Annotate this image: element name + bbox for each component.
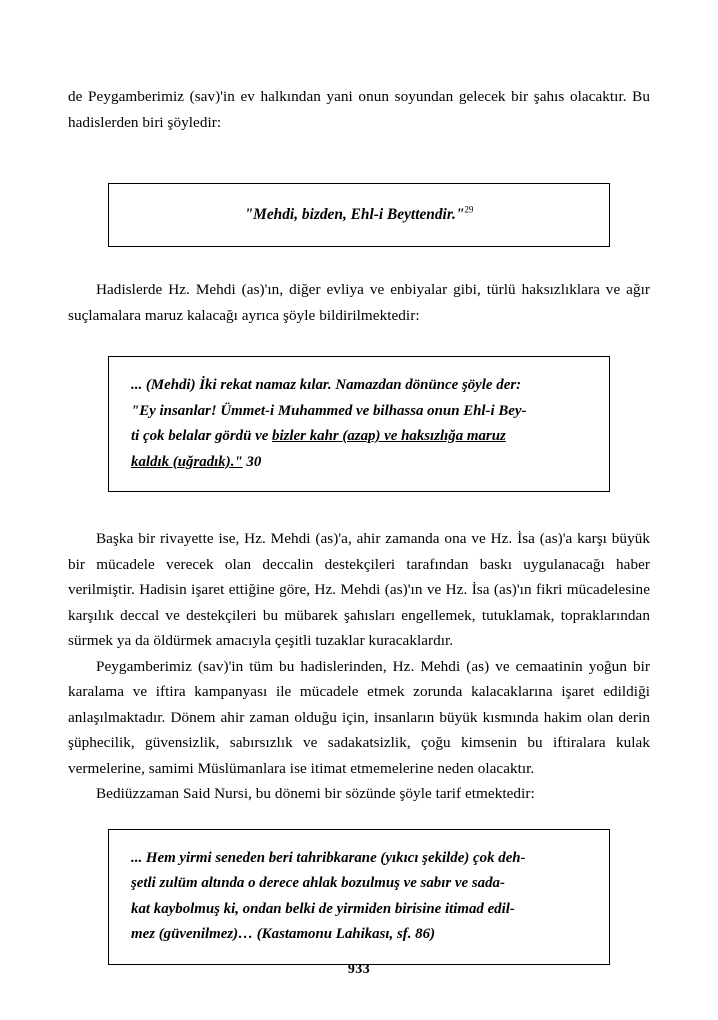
quote-box-nursi	[108, 829, 610, 965]
quote-box-hadith-1	[108, 183, 610, 247]
quote-3-line-2: şetli zulüm altında o derece ahlak bozulmuş ve sabır ve sada-	[131, 875, 505, 891]
quote-1-text: "Mehdi, bizden, Ehl-i Beyttendir."	[244, 206, 465, 223]
paragraph-2: Hadislerde Hz. Mehdi (as)'ın, diğer evliya ve enbiyalar gibi, türlü haksızlıklara ve ağır suçlamalara maruz kalacağı ayrıca şöyle bildirilmektedir:	[68, 281, 650, 324]
quote-1-footnote: 29	[464, 204, 474, 215]
spacer	[68, 492, 650, 526]
spacer	[68, 807, 650, 829]
quote-3-line-1: ... Hem yirmi seneden beri tahribkarane (yıkıcı şekilde) çok deh-	[131, 849, 526, 866]
quote-2-line-4-underlined: kaldık (uğradık)."	[131, 453, 243, 470]
quote-3-line-4: mez (güvenilmez)… (Kastamonu Lahikası, sf. 86)	[131, 926, 436, 942]
quote-3-line-3: kat kaybolmuş ki, ondan belki de yirmiden birisine itimad edil-	[131, 900, 515, 917]
quote-2-line-2: "Ey insanlar! Ümmet-i Muhammed ve bilhassa onun Ehl-i Bey-	[131, 402, 527, 419]
paragraph-3: Başka bir rivayette ise, Hz. Mehdi (as)'a, ahir zamanda ona ve Hz. İsa (as)'a karşı büyük bir mücadele verecek olan deccalin destekçileri tarafından baskı uygulanacağı haber verilmiştir. Hadisin işaret ettiğine göre, Hz. Mehdi (as)'ın ve Hz. İsa (as)'ın fikri mücadelesine karşılık deccal ve destekçileri bu mübarek şahısları engellemek, tutuklamak, topraklarından sürmek ya da öldürmek amacıyla çeşitli tuzaklar kuracaklardır.	[68, 530, 650, 649]
page-number: 933	[347, 962, 371, 977]
spacer	[68, 328, 650, 356]
quote-2-line-3-plain: ti çok belalar gördü ve	[131, 428, 273, 444]
spacer	[68, 157, 650, 183]
quote-2-line-1: ... (Mehdi) İki rekat namaz kılar. Namazdan dönünce şöyle der:	[131, 377, 522, 393]
quote-2-line-4	[131, 450, 587, 476]
paragraph-5: Bediüzzaman Said Nursi, bu dönemi bir sözünde şöyle tarif etmektedir:	[96, 785, 535, 802]
paragraph-4: Peygamberimiz (sav)'in tüm bu hadislerinden, Hz. Mehdi (as) ve cemaatinin yoğun bir karalama ve iftira kampanyası ile mücadele etmek zorunda kalacaklarına işaret edildiği anlaşılmaktadır. Dönem ahir zaman olduğu için, insanların büyük kısmında hakim olan derin şüphecilik, güvensizlik, sabırsızlık ve sadakatsizlik, çoğu kimsenin bu iftiralara kulak vermelerine, samimi Müslümanlara ise itimat etmemelerine neden olacaktır.	[68, 657, 650, 777]
quote-2-line-3	[131, 424, 587, 450]
quote-2-line-4-footnote: 30	[242, 453, 262, 470]
quote-2-line-3-underlined: bizler kahr (azap) ve haksızlığa maruz	[272, 428, 506, 444]
spacer	[68, 247, 650, 277]
intro-paragraph: de Peygamberimiz (sav)'in ev halkından yani onun soyundan gelecek bir şahıs olacaktır. Bu hadislerden biri şöyledir:	[68, 88, 650, 131]
quote-box-hadith-2	[108, 356, 610, 492]
